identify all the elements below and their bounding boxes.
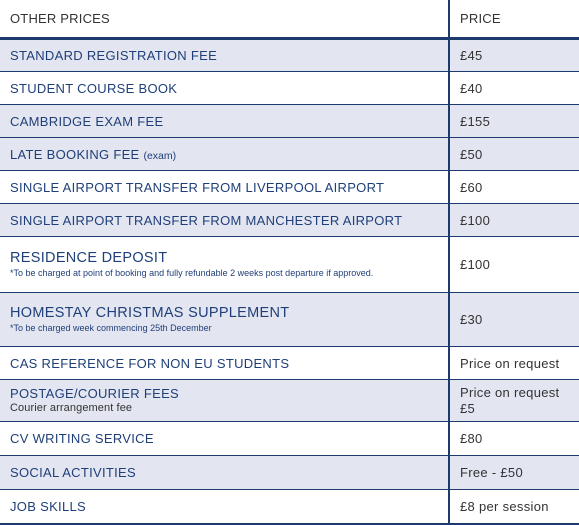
- item-price: £60: [449, 171, 579, 204]
- item-price: £100: [449, 204, 579, 237]
- item-price: £155: [449, 105, 579, 138]
- header-other-prices: OTHER PRICES: [0, 0, 449, 39]
- table-row: [0, 293, 579, 347]
- item-label: LATE BOOKING FEE: [10, 146, 140, 162]
- item-label: STANDARD REGISTRATION FEE: [0, 39, 449, 72]
- item-label: CAMBRIDGE EXAM FEE: [0, 105, 449, 138]
- item-cell: [0, 237, 449, 293]
- item-price: £100: [449, 237, 579, 293]
- table-row: [0, 237, 579, 293]
- item-label: STUDENT COURSE BOOK: [0, 72, 449, 105]
- item-label: CV WRITING SERVICE: [0, 422, 449, 456]
- header-price: PRICE: [449, 0, 579, 39]
- item-qualifier: (exam): [143, 149, 177, 162]
- item-price: £50: [449, 138, 579, 171]
- item-price-secondary: £5: [460, 400, 476, 416]
- item-label: CAS REFERENCE FOR NON EU STUDENTS: [0, 347, 449, 380]
- item-label: HOMESTAY CHRISTMAS SUPPLEMENT: [10, 305, 290, 321]
- item-cell: [0, 138, 449, 171]
- item-cell: [0, 293, 449, 347]
- item-sublabel: Courier arrangement fee: [10, 402, 133, 414]
- item-price: £40: [449, 72, 579, 105]
- table-row: [0, 456, 579, 490]
- item-price: Price on request: [449, 347, 579, 380]
- item-price: Price on request: [460, 384, 560, 400]
- item-price: Free - £50: [449, 456, 579, 490]
- table-row: [0, 380, 579, 422]
- item-label: JOB SKILLS: [0, 490, 449, 524]
- table-row: [0, 72, 579, 105]
- table-row: [0, 204, 579, 237]
- item-price-cell: [449, 380, 579, 422]
- item-price: £30: [449, 293, 579, 347]
- item-price: £8 per session: [449, 490, 579, 524]
- item-note: *To be charged at point of booking and fully refundable 2 weeks post departure if approved.: [10, 268, 374, 278]
- table-row: [0, 105, 579, 138]
- item-label: RESIDENCE DEPOSIT: [10, 250, 168, 266]
- table-row: [0, 422, 579, 456]
- table-row: [0, 39, 579, 72]
- table-header-row: [0, 0, 579, 39]
- item-label: SINGLE AIRPORT TRANSFER FROM MANCHESTER AIRPORT: [0, 204, 449, 237]
- item-label: SINGLE AIRPORT TRANSFER FROM LIVERPOOL AIRPORT: [0, 171, 449, 204]
- table-row: [0, 490, 579, 524]
- item-price: £80: [449, 422, 579, 456]
- item-cell: [0, 380, 449, 422]
- item-note: *To be charged week commencing 25th December: [10, 323, 212, 333]
- item-price: £45: [449, 39, 579, 72]
- item-label: POSTAGE/COURIER FEES: [10, 386, 180, 401]
- item-label: SOCIAL ACTIVITIES: [0, 456, 449, 490]
- table-row: [0, 138, 579, 171]
- table-row: [0, 171, 579, 204]
- table-row: [0, 347, 579, 380]
